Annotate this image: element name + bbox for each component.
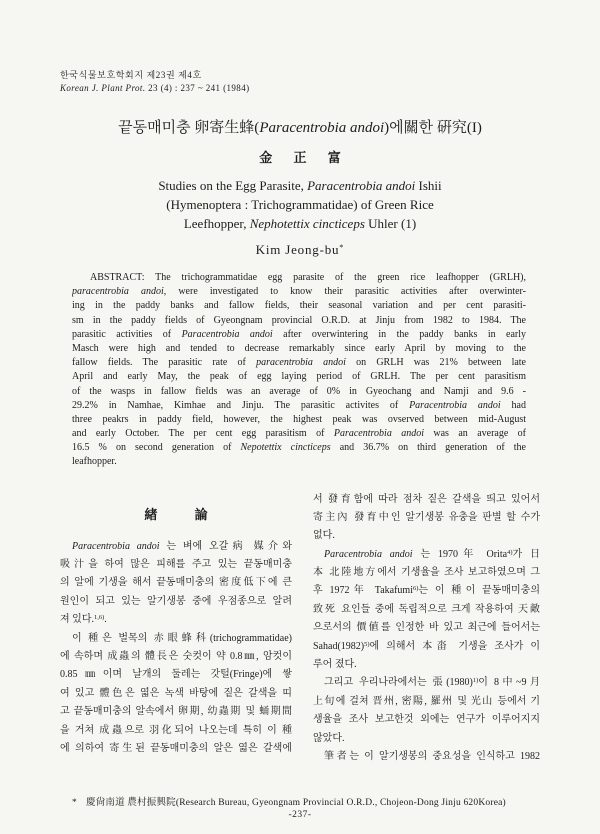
title-text: Uhler (1) [364,216,417,231]
text-segment: fallow fields. The parasitic rate of [72,357,257,369]
text-segment: , were investigated to know their parasitic activities after overwinter- [163,286,526,298]
footnote-marker: * [72,798,77,808]
text-segment: was an average of [424,428,526,440]
body-text-line [60,556,292,574]
body-text-line [60,648,292,666]
abstract-line [72,328,526,342]
abstract-line [72,413,526,427]
journal-issue: 23 (4) : 237 ~ 241 (1984) [145,83,250,93]
abstract-line [72,455,526,469]
text-segment: 루어 졌다. [313,659,357,671]
text-segment: 생율을 조사 보고한것 외에는 연구가 이루어지지 [313,714,540,726]
body-column-left [60,538,292,759]
body-text-line [313,693,540,711]
italic-species-name: Paracentrobia andoi [333,428,424,440]
text-segment: 筆者는 이 알기생봉의 중요성을 인식하고 1982 [324,750,540,762]
paper-title-ko [0,118,600,138]
body-text-line [313,711,540,729]
body-text-line [313,564,540,582]
body-text-line [313,509,540,527]
body-text-line [313,546,540,564]
text-segment: 이 8中~9月 [478,677,540,689]
body-text-line [313,601,540,619]
body-text-line [313,527,540,545]
text-segment: 이 種은 벌목의 赤眼蜂科(trichogrammatidae) [72,632,292,644]
text-segment: three peakrs in paddy field, however, the highest peak was ovserved between mid-August [72,413,526,425]
journal-citation [60,82,250,94]
text-segment: leafhopper. [72,456,117,468]
text-segment: sm in the paddy fields of Gyeongnam provincial O.R.D. at Jinju from 1982 to 1984. The [72,314,526,326]
text-segment: 는 벼에 오갈病 媒介와 [159,540,292,552]
text-segment: ABSTRACT: The trichogrammatidae egg parasite of the green rice leafhopper (GRLH), [90,272,526,283]
text-segment: 않았다. [313,732,345,744]
text-segment: . [104,614,107,626]
text-segment: 에 속하며 成蟲의 體長은 숫컷이 약 0.8㎜, 암컷이 [60,650,292,662]
body-text-line [313,619,540,637]
title-en-line [0,214,600,233]
text-segment: 으로서의 價値를 인정한 바 있고 최근에 들어서는 [313,622,540,634]
body-text-line [60,666,292,684]
body-text-line [60,740,292,758]
abstract-line [72,285,526,299]
journal-name-en: Korean J. Plant Prot. [60,83,146,93]
title-text: 끝동매미충 卵寄生蜂( [118,120,260,136]
text-segment: 서 發育함에 따라 점차 짙은 갈색을 띄고 있어서 [313,493,540,505]
text-segment: 없다. [313,530,335,542]
abstract-line [72,271,526,285]
text-segment: 고 끝동매미충의 알속에서 卵期, 幼蟲期 및 蛹期間 [60,706,292,718]
title-text: Leefhopper, [183,216,250,231]
abstract-line [72,427,526,441]
body-text-line [313,748,540,766]
text-segment: 吸汁을 하여 많은 피해를 주고 있는 끝동매미충 [60,558,292,570]
citation-superscript: 1) [472,677,479,685]
author-name-en [0,242,600,258]
body-text-line [313,656,540,674]
abstract [72,271,526,470]
italic-species-name: Nephotettix cincticeps [249,216,365,231]
text-segment: 의 알에 기생을 해서 끝동매미충의 密度低下에 큰 [60,577,292,589]
text-segment: parasitic activities of [72,328,182,340]
body-text-line [313,491,540,509]
text-segment: on GRLH was 21% between late [345,357,526,369]
citation-superscript: 1,6) [93,613,105,621]
text-segment: 는 이 種이 끝동매미충의 [418,585,540,597]
abstract-line [72,399,526,413]
text-segment: 致死 요인들 중에 독립적으로 크게 작용하여 天敵 [313,603,540,615]
body-text-line [60,703,292,721]
body-text-line [60,574,292,592]
italic-species-name: Paracentrobia andoi [72,540,160,552]
title-text: Studies on the Egg Parasite, [158,178,308,193]
text-segment: 16.5 % on second generation of [72,442,241,454]
abstract-line [72,299,526,313]
abstract-line [72,314,526,328]
abstract-line [72,441,526,455]
text-segment: 원인이 되고 있는 알기생봉 중에 우점종으로 알려 [60,595,292,607]
text-segment: 寄主內 發育中인 알기생봉 유충을 판별 할 수가 [313,511,540,523]
body-text-line [313,582,540,600]
text-segment: after overwintering in the paddy banks in early [272,328,526,340]
abstract-line [72,342,526,356]
text-segment: of the wasps in fallow fields was an average of 0% in Gyeochang and Namji and 9.6 - [72,385,526,397]
text-segment: 가 日 [512,548,540,560]
citation-superscript: 4) [507,548,513,556]
citation-superscript: 5) [364,640,370,648]
text-segment: 그리고 우리나라에서는 張(1980) [324,677,473,689]
abstract-line [72,370,526,384]
text-segment: Sahad(1982) [313,640,365,652]
italic-species-name: paracentrobia andoi [72,286,164,298]
text-segment: 29.2% in Namhae, Kimhae and Jinju. The parasitic activites of [72,399,410,411]
text-segment: 여 있고 體色은 엷은 녹색 바탕에 짙은 갈색을 띠 [60,687,292,699]
citation-superscript: 6) [412,585,419,593]
footnote [72,797,506,809]
title-en-line [0,176,600,195]
italic-species-name: Paracentrobia andoi [181,328,273,340]
page-number: -237- [288,810,312,820]
author-name: Kim Jeong-bu [255,242,340,257]
title-text: )에關한 硏究(I) [384,120,482,136]
italic-species-name: Nepotettix cincticeps [240,442,331,454]
body-text-line [60,593,292,611]
title-en-line: (Hymenoptera : Trichogrammatidae) of Green Rice [166,197,434,212]
footnote-text: 慶尙南道 農村振興院(Research Bureau, Gyeongnam Provincial O.R.D., Chojeon-Dong Jinju 620Korea) [86,798,506,808]
italic-species-name: Paracentrobia andoi [259,120,385,136]
body-text-line [313,674,540,692]
text-segment: 져 있다. [60,614,94,626]
text-segment: Masch were high and tended to decrease remarkably since early April by moving to the [72,342,526,354]
body-text-line [313,730,540,748]
text-segment: 에 의해서 本畓 기생을 조사가 이 [369,640,540,652]
abstract-line [72,356,526,370]
body-text-line [60,611,292,629]
author-name-ko: 金 正 富 [259,150,350,165]
text-segment: 후 1972年 Takafumi [313,585,413,597]
body-text-line [313,638,540,656]
body-column-right [313,491,540,767]
text-segment: had [500,399,526,411]
footnote-marker: * [339,241,345,252]
paper-title-en [0,176,600,233]
body-text-line [60,685,292,703]
italic-species-name: paracentrobia andoi [256,357,346,369]
text-segment: 에 의하여 寄生된 끝동매미충의 알은 엷은 갈색에 [60,742,292,754]
body-text-line [60,538,292,556]
italic-species-name: Paracentrobia andoi [324,548,413,560]
text-segment: 上旬에 걸쳐 晋州, 密陽, 羅州 및 光山 등에서 기 [313,695,540,707]
journal-name-ko: 한국식물보호학회지 제23권 제4호 [60,70,202,80]
text-segment: 本 北陸地方에서 기생율을 조사 보고하였으며 그 [313,567,540,579]
abstract-line [72,385,526,399]
italic-species-name: Paracentrobia andoi [409,399,501,411]
text-segment: 0.85㎜이며 날개의 둘레는 갓털(Fringe)에 쌓 [60,669,292,681]
text-segment: and early October. The per cent egg parasitism of [72,428,334,440]
body-text-line [60,722,292,740]
text-segment: 는 1970年 Orita [412,548,508,560]
italic-species-name: Paracentrobia andoi [307,178,416,193]
section-heading: 緖 論 [144,507,225,522]
title-text: Ishii [415,178,442,193]
body-text-line [60,630,292,648]
text-segment: ing in the paddy banks and fallow fields, their seasonal variation and per cent parasiti- [72,300,526,312]
text-segment: 을 거쳐 成蟲으로 羽化되어 나오는데 특히 이 種 [60,724,292,736]
text-segment: April and early May, the peak of egg laying period of GRLH. The per cent parasitism [72,371,526,383]
text-segment: and 36.7% on third generation of the [330,442,526,454]
